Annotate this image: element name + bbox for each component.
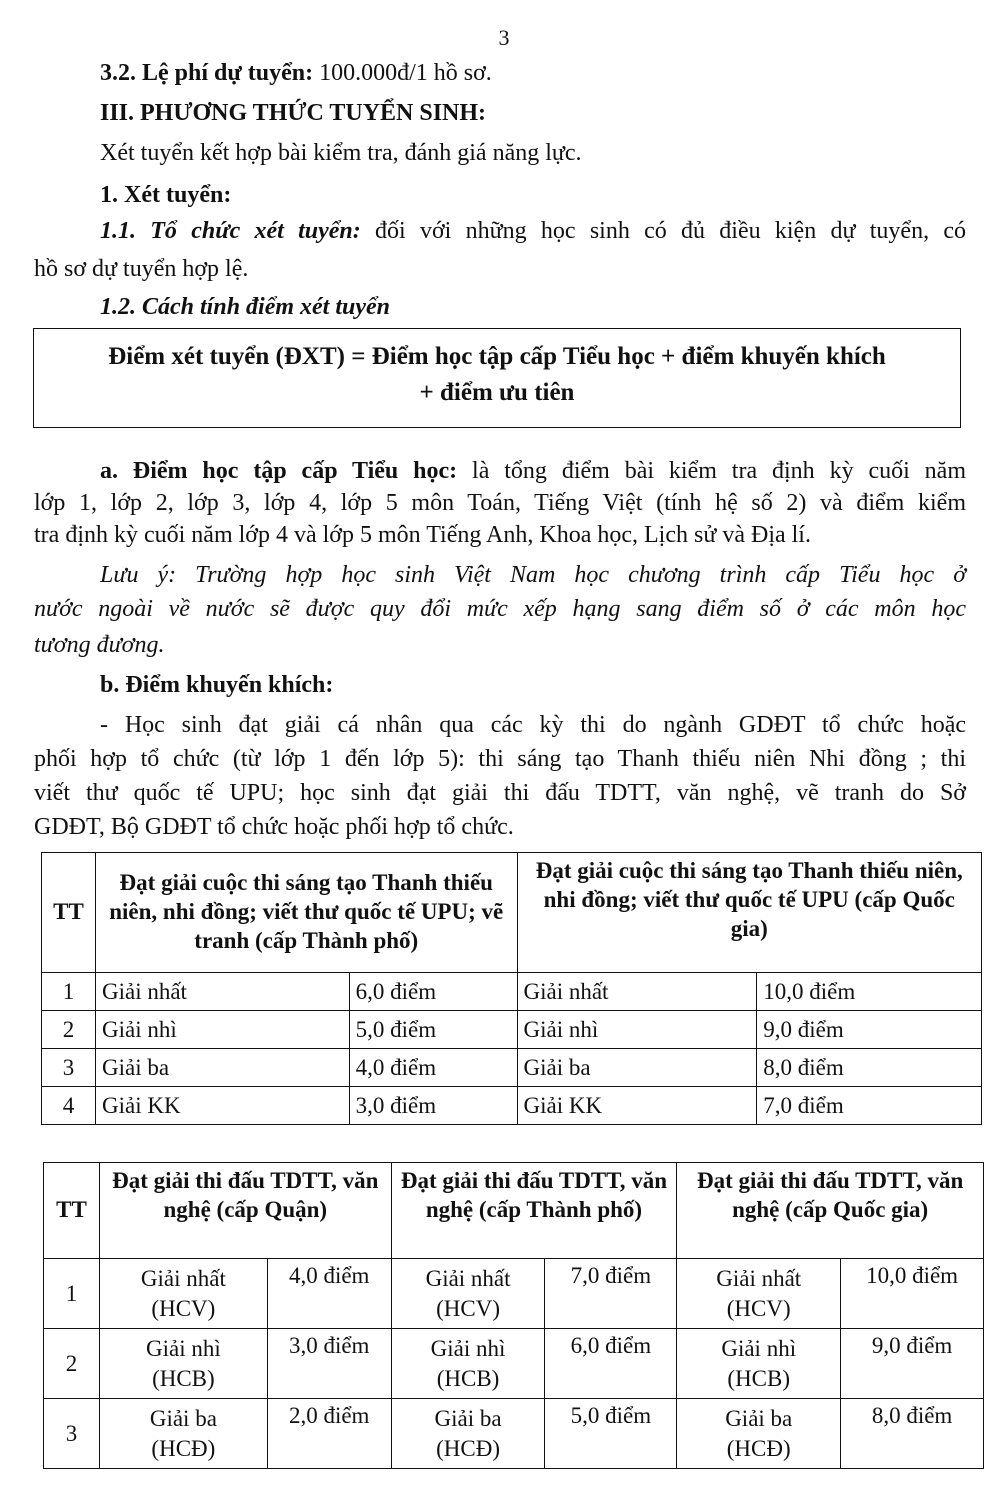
t2-national-points: 8,0 điểm — [841, 1399, 984, 1469]
t1-tt: 3 — [42, 1049, 96, 1087]
t2-header-city: Đạt giải thi đấu TDTT, văn nghệ (cấp Thành phố) — [391, 1163, 677, 1259]
section-3-intro: Xét tuyển kết hợp bài kiểm tra, đánh giá năng lực. — [100, 140, 582, 166]
t1-national-prize: Giải KK — [517, 1087, 757, 1125]
prize-table-contest — [41, 852, 982, 1125]
t2-national-prize: Giải nhì (HCB) — [677, 1329, 841, 1399]
t2-tt: 2 — [44, 1329, 100, 1399]
section-1-1-text: đối với những học sinh có đủ điều kiện dự tuyển, có — [360, 218, 967, 244]
t2-district-points: 2,0 điểm — [267, 1399, 391, 1469]
table-row — [42, 973, 982, 1011]
t1-city-points: 5,0 điểm — [349, 1011, 517, 1049]
formula-line2: + điểm ưu tiên — [419, 379, 575, 406]
t2-national-prize: Giải ba (HCĐ) — [677, 1399, 841, 1469]
t2-city-points: 5,0 điểm — [545, 1399, 677, 1469]
section-a-label: a. Điểm học tập cấp Tiểu học: — [100, 458, 458, 484]
section-1-1-label: 1.1. Tổ chức xét tuyển: — [100, 218, 361, 244]
t2-national-prize: Giải nhất (HCV) — [677, 1259, 841, 1329]
t2-city-points: 6,0 điểm — [545, 1329, 677, 1399]
table-row — [42, 1011, 982, 1049]
note-line3: tương đương. — [34, 632, 165, 658]
t2-district-prize: Giải nhất (HCV) — [99, 1259, 267, 1329]
section-b-line4: GDĐT, Bộ GDĐT tổ chức hoặc phối hợp tổ chức. — [34, 814, 514, 840]
t1-tt: 2 — [42, 1011, 96, 1049]
section-1-heading: 1. Xét tuyển: — [100, 182, 232, 208]
table-row — [44, 1329, 984, 1399]
t2-district-prize: Giải ba (HCĐ) — [99, 1399, 267, 1469]
t1-national-prize: Giải nhất — [517, 973, 757, 1011]
section-b-heading: b. Điểm khuyến khích: — [100, 672, 334, 698]
section-3-heading: III. PHƯƠNG THỨC TUYỂN SINH: — [100, 100, 487, 126]
t1-city-prize: Giải nhất — [95, 973, 349, 1011]
section-a-line3: tra định kỳ cuối năm lớp 4 và lớp 5 môn Tiếng Anh, Khoa học, Lịch sử và Địa lí. — [34, 522, 811, 548]
t1-national-prize: Giải nhì — [517, 1011, 757, 1049]
note-line1: Lưu ý: Trường hợp học sinh Việt Nam học chương trình cấp Tiểu học ở — [100, 562, 966, 588]
t1-tt: 1 — [42, 973, 96, 1011]
t1-tt: 4 — [42, 1087, 96, 1125]
page-number: 3 — [498, 25, 510, 50]
t2-city-prize: Giải nhất (HCV) — [391, 1259, 545, 1329]
section-3-2-value: 100.000đ/1 hồ sơ. — [313, 60, 492, 86]
section-3-2-label: 3.2. Lệ phí dự tuyển: — [100, 60, 314, 86]
t1-city-prize: Giải KK — [95, 1087, 349, 1125]
formula-box — [33, 328, 961, 428]
section-1-1-line2: hồ sơ dự tuyển hợp lệ. — [34, 256, 249, 282]
t2-tt: 3 — [44, 1399, 100, 1469]
table-row — [44, 1259, 984, 1329]
t1-city-prize: Giải nhì — [95, 1011, 349, 1049]
t2-national-points: 10,0 điểm — [841, 1259, 984, 1329]
t2-district-points: 4,0 điểm — [267, 1259, 391, 1329]
t1-city-points: 4,0 điểm — [349, 1049, 517, 1087]
t1-national-points: 9,0 điểm — [757, 1011, 982, 1049]
section-3-2 — [100, 58, 966, 89]
table-row — [42, 1049, 982, 1087]
t1-header-national: Đạt giải cuộc thi sáng tạo Thanh thiếu niên, nhi đồng; viết thư quốc tế UPU (cấp Quốc gia) — [517, 853, 982, 973]
t2-city-prize: Giải nhì (HCB) — [391, 1329, 545, 1399]
formula-line1: Điểm xét tuyển (ĐXT) = Điểm học tập cấp Tiểu học + điểm khuyến khích — [108, 343, 886, 370]
t1-national-prize: Giải ba — [517, 1049, 757, 1087]
t1-national-points: 10,0 điểm — [757, 973, 982, 1011]
prize-table-sports-arts — [43, 1162, 984, 1469]
t2-city-prize: Giải ba (HCĐ) — [391, 1399, 545, 1469]
section-a-line2: lớp 1, lớp 2, lớp 3, lớp 4, lớp 5 môn Toán, Tiếng Việt (tính hệ số 2) và điểm kiểm — [34, 490, 966, 516]
t2-district-prize: Giải nhì (HCB) — [99, 1329, 267, 1399]
table-row — [44, 1399, 984, 1469]
section-1-2-heading: 1.2. Cách tính điểm xét tuyển — [100, 294, 391, 320]
t2-header-tt: TT — [44, 1163, 100, 1259]
section-a-text: là tổng điểm bài kiểm tra định kỳ cuối năm — [457, 458, 966, 484]
t2-header-district: Đạt giải thi đấu TDTT, văn nghệ (cấp Quận) — [99, 1163, 391, 1259]
t1-city-points: 3,0 điểm — [349, 1087, 517, 1125]
t1-city-prize: Giải ba — [95, 1049, 349, 1087]
t2-national-points: 9,0 điểm — [841, 1329, 984, 1399]
t1-city-points: 6,0 điểm — [349, 973, 517, 1011]
note-line2: nước ngoài về nước sẽ được quy đổi mức xếp hạng sang điểm số ở các môn học — [34, 596, 966, 622]
t1-header-tt: TT — [42, 853, 96, 973]
t1-national-points: 8,0 điểm — [757, 1049, 982, 1087]
section-a-line1 — [100, 456, 966, 487]
table-row — [42, 1087, 982, 1125]
t2-tt: 1 — [44, 1259, 100, 1329]
section-1-1-line1 — [100, 216, 966, 247]
section-b-line3: viết thư quốc tế UPU; học sinh đạt giải thi đấu TDTT, văn nghệ, vẽ tranh do Sở — [34, 780, 966, 806]
t1-header-city: Đạt giải cuộc thi sáng tạo Thanh thiếu niên, nhi đồng; viết thư quốc tế UPU; vẽ tranh (cấp Thành phố) — [95, 853, 517, 973]
t2-city-points: 7,0 điểm — [545, 1259, 677, 1329]
t2-header-national: Đạt giải thi đấu TDTT, văn nghệ (cấp Quốc gia) — [677, 1163, 984, 1259]
section-b-line2: phối hợp tổ chức (từ lớp 1 đến lớp 5): thi sáng tạo Thanh thiếu niên Nhi đồng ; thi — [34, 746, 966, 772]
t1-national-points: 7,0 điểm — [757, 1087, 982, 1125]
section-b-line1: - Học sinh đạt giải cá nhân qua các kỳ thi do ngành GDĐT tổ chức hoặc — [100, 712, 966, 738]
t2-district-points: 3,0 điểm — [267, 1329, 391, 1399]
